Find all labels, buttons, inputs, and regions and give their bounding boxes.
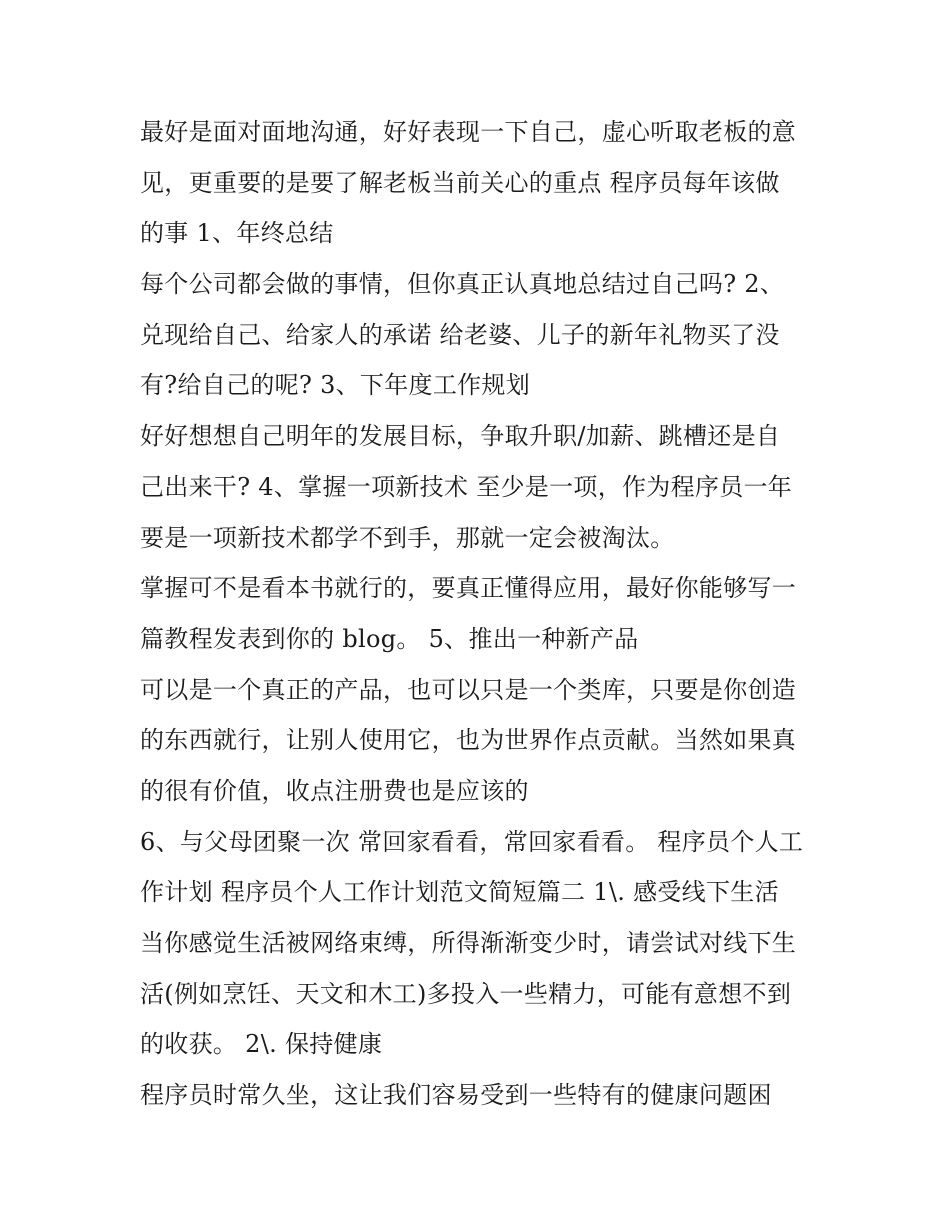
text-line: 6、与父母团聚一次 常回家看看，常回家看看。 程序员个人工 (140, 827, 804, 856)
text-line: 要是一项新技术都学不到手，那就一定会被淘汰。 (140, 523, 675, 552)
text-line: 程序员时常久坐，这让我们容易受到一些特有的健康问题困 (140, 1081, 772, 1110)
text-line: 作计划 程序员个人工作计划范文简短篇二 1\. 感受线下生活 (140, 878, 779, 907)
text-line: 己出来干? 4、掌握一项新技术 至少是一项，作为程序员一年 (140, 472, 793, 501)
text-line: 每个公司都会做的事情，但你真正认真地总结过自己吗? 2、 (140, 270, 785, 299)
body-text (140, 107, 830, 1121)
text-line: 的收获。 2\. 保持健康 (140, 1030, 383, 1059)
text-line: 好好想想自己明年的发展目标，争取升职/加薪、跳槽还是自 (140, 422, 781, 451)
text-line: 掌握可不是看本书就行的，要真正懂得应用，最好你能够写一 (140, 574, 797, 603)
text-line: 有?给自己的呢? 3、下年度工作规划 (140, 371, 531, 400)
text-line: 的很有价值，收点注册费也是应该的 (140, 776, 529, 805)
text-line: 最好是面对面地沟通，好好表现一下自己，虚心听取老板的意 (140, 118, 797, 146)
text-line: 的东西就行，让别人使用它，也为世界作点贡献。当然如果真 (140, 726, 797, 755)
text-line: 篇教程发表到你的 blog。 5、推出一种新产品 (140, 624, 639, 653)
text-line: 可以是一个真正的产品，也可以只是一个类库，只要是你创造 (140, 675, 797, 704)
text-line: 的事 1、年终总结 (140, 219, 334, 248)
text-line: 见，更重要的是要了解老板当前关心的重点 程序员每年该做 (140, 168, 780, 197)
text-line: 兑现给自己、给家人的承诺 给老婆、儿子的新年礼物买了没 (140, 320, 780, 349)
text-line: 活(例如烹饪、天文和木工)多投入一些精力，可能有意想不到 (140, 979, 792, 1008)
text-line: 当你感觉生活被网络束缚，所得渐渐变少时，请尝试对线下生 (140, 929, 797, 957)
